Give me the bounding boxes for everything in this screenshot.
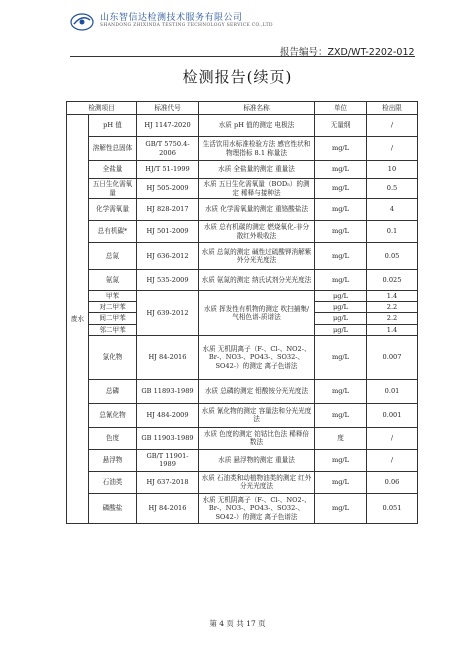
item-cell: pH 值 [89,115,137,137]
company-name-en: SHANDONG ZHIXINDA TESTING TECHNOLOGY SERVICE CO.,LTD [100,23,273,28]
item-cell: 总氮 [89,243,137,270]
table-row [67,137,418,161]
limit-cell: 0.5 [367,179,418,199]
header-divider [70,56,415,57]
code-cell: HJ 828-2017 [137,199,199,221]
company-name-cn: 山东智信达检测技术服务有限公司 [100,13,243,23]
unit-cell: mg/L [315,403,367,427]
code-cell: HJ 84-2016 [137,335,199,379]
standard-name-cell: 水质 总有机碳的测定 燃烧氧化-非分散红外吸收法 [199,221,315,243]
code-cell: HJ 1147-2020 [137,115,199,137]
limit-cell: 2.2 [367,302,418,313]
page-footer: 第 4 页 共 17 页 [209,619,266,628]
limit-cell: / [367,449,418,471]
item-cell: 总磷 [89,379,137,403]
table-row [67,161,418,179]
table-row [67,115,418,137]
item-cell: 溶解性总固体 [89,137,137,161]
unit-cell: μg/L [315,313,367,324]
standard-name-cell: 水质 化学需氧量的测定 重铬酸盐法 [199,199,315,221]
limit-cell: 0.025 [367,270,418,291]
code-cell: HJ 501-2009 [137,221,199,243]
item-cell: 氯化物 [89,335,137,379]
limit-cell: 0.05 [367,243,418,270]
standard-name-cell: 水质 全盐量的测定 重量法 [199,161,315,179]
standard-name-cell: 水质 氨氮的测定 纳氏试剂分光光度法 [199,270,315,291]
unit-cell: mg/L [315,137,367,161]
limit-cell: 0.06 [367,471,418,493]
code-cell: HJ 84-2016 [137,493,199,523]
unit-cell: mg/L [315,335,367,379]
item-cell: 甲苯 [89,291,137,302]
table-row [67,379,418,403]
limit-cell: 0.007 [367,335,418,379]
table-row [67,179,418,199]
limit-cell: 0.051 [367,493,418,523]
category-cell: 废水 [67,115,89,524]
code-cell: HJ 484-2009 [137,403,199,427]
unit-cell: mg/L [315,471,367,493]
item-cell: 磷酸盐 [89,493,137,523]
table-row [67,270,418,291]
header-unit: 单位 [315,102,367,115]
table-row [67,449,418,471]
item-cell: 邻二甲苯 [89,324,137,335]
limit-cell: 0.01 [367,379,418,403]
item-cell: 悬浮物 [89,449,137,471]
limit-cell: / [367,427,418,449]
unit-cell: mg/L [315,243,367,270]
table-row [67,291,418,302]
unit-cell: mg/L [315,493,367,523]
unit-cell: mg/L [315,270,367,291]
standard-name-cell: 水质 pH 值的测定 电极法 [199,115,315,137]
code-cell: GB 11893-1989 [137,379,199,403]
test-standards-table [66,101,418,524]
standard-name-cell: 水质 无机阴离子（F-、Cl-、NO2-、Br-、NO3-、PO43-、SO32-、SO42-）的测定 离子色谱法 [199,335,315,379]
code-cell: HJ 637-2018 [137,471,199,493]
header-limit: 检出限 [367,102,418,115]
limit-cell: 2.2 [367,313,418,324]
code-cell: HJ 636-2012 [137,243,199,270]
item-cell: 总氰化物 [89,403,137,427]
page-title: 检测报告(续页) [182,68,293,86]
unit-cell: mg/L [315,179,367,199]
code-cell: HJ/T 51-1999 [137,161,199,179]
limit-cell: 0.1 [367,221,418,243]
unit-cell: mg/L [315,221,367,243]
item-cell: 对二甲苯 [89,302,137,313]
limit-cell: / [367,137,418,161]
standard-name-cell: 水质 悬浮物的测定 重量法 [199,449,315,471]
unit-cell: μg/L [315,291,367,302]
header-item: 检测项目 [67,102,137,115]
limit-cell: 4 [367,199,418,221]
code-cell: HJ 535-2009 [137,270,199,291]
code-cell: HJ 639-2012 [137,291,199,336]
standard-name-cell: 生活饮用水标准检验方法 感官性状和物理指标 8.1 称量法 [199,137,315,161]
item-cell: 化学需氧量 [89,199,137,221]
limit-cell: 0.001 [367,403,418,427]
table-row [67,403,418,427]
item-cell: 氨氮 [89,270,137,291]
table-row [67,427,418,449]
item-cell: 间二甲苯 [89,313,137,324]
code-cell: GB/T 11901-1989 [137,449,199,471]
limit-cell: 1.4 [367,291,418,302]
unit-cell: mg/L [315,199,367,221]
code-cell: HJ 505-2009 [137,179,199,199]
limit-cell: / [367,115,418,137]
standard-name-cell: 水质 挥发性有机物的测定 吹扫捕集/气相色谱-质谱法 [199,291,315,336]
header-code: 标准代号 [137,102,199,115]
table-row [67,335,418,379]
table-row [67,243,418,270]
code-cell: GB/T 5750.4-2006 [137,137,199,161]
standard-name-cell: 水质 五日生化需氧量（BOD₅）的测定 稀释与接种法 [199,179,315,199]
standard-name-cell: 水质 总氮的测定 碱性过硫酸钾消解紫外分光光度法 [199,243,315,270]
item-cell: 色度 [89,427,137,449]
standard-name-cell: 水质 总磷的测定 钼酸铵分光光度法 [199,379,315,403]
header-name: 标准名称 [199,102,315,115]
table-row [67,221,418,243]
limit-cell: 10 [367,161,418,179]
item-cell: 总有机碳* [89,221,137,243]
report-header [70,8,415,58]
table-row [67,199,418,221]
unit-cell: mg/L [315,379,367,403]
unit-cell: μg/L [315,302,367,313]
standard-name-cell: 水质 无机阴离子（F-、Cl-、NO2-、Br-、NO3-、PO43-、SO32-、SO42-）的测定 离子色谱法 [199,493,315,523]
unit-cell: 度 [315,427,367,449]
limit-cell: 1.4 [367,324,418,335]
standard-name-cell: 水质 色度的测定 铂钴比色法 稀释倍数法 [199,427,315,449]
item-cell: 石油类 [89,471,137,493]
code-cell: GB 11903-1989 [137,427,199,449]
report-number-label: 报告编号： [280,47,328,58]
unit-cell: mg/L [315,161,367,179]
report-number-value: ZXD/WT-2202-012 [327,47,415,58]
unit-cell: 无量纲 [315,115,367,137]
table-header-row [67,102,418,115]
company-logo-icon [70,12,94,32]
unit-cell: μg/L [315,324,367,335]
standard-name-cell: 水质 石油类和动植物油类的测定 红外分光光度法 [199,471,315,493]
standard-name-cell: 水质 氰化物的测定 容量法和分光光度法 [199,403,315,427]
table-row [67,493,418,523]
unit-cell: mg/L [315,449,367,471]
item-cell: 全盐量 [89,161,137,179]
item-cell: 五日生化需氧量 [89,179,137,199]
table-row [67,471,418,493]
